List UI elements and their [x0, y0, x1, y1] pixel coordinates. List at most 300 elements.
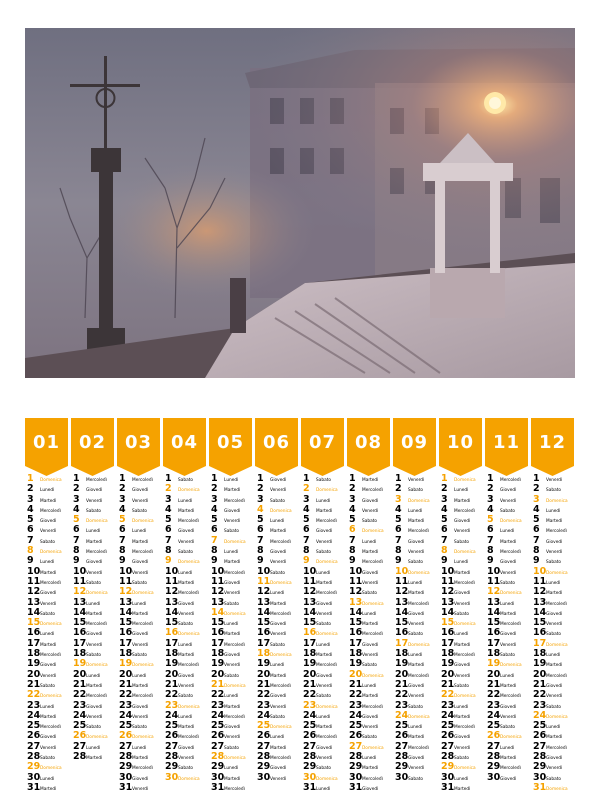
weekday-name: Martedì	[86, 539, 103, 545]
weekday-name: Mercoledì	[86, 622, 107, 628]
day-number: 25	[165, 720, 179, 732]
weekday-name: Martedì	[270, 601, 287, 607]
day-number: 15	[487, 617, 501, 629]
day-number: 8	[165, 545, 172, 557]
weekday-name: Mercoledì	[408, 601, 429, 607]
day-number: 9	[257, 555, 264, 567]
day-number: 6	[27, 524, 34, 536]
weekday-name: Mercoledì	[454, 653, 475, 659]
weekday-name: Mercoledì	[270, 539, 291, 545]
weekday-name: Lunedì	[86, 529, 101, 535]
weekday-name: Lunedì	[224, 694, 239, 700]
weekday-name: Venerdì	[86, 642, 103, 648]
day-number: 1	[349, 473, 356, 484]
weekday-name: Domenica	[224, 683, 246, 689]
day-number: 18	[257, 648, 271, 660]
month-column	[255, 418, 298, 788]
day-row	[487, 773, 529, 783]
weekday-name: Sabato	[270, 570, 286, 576]
weekday-name: Martedì	[40, 786, 57, 792]
day-number: 12	[395, 586, 409, 598]
weekday-name: Mercoledì	[270, 611, 291, 617]
day-list	[257, 474, 299, 783]
weekday-name: Venerdì	[546, 622, 563, 628]
day-number: 25	[533, 720, 547, 732]
month-column	[209, 418, 252, 793]
day-number: 11	[119, 575, 133, 587]
day-number: 20	[211, 668, 225, 680]
weekday-name: Mercoledì	[40, 580, 61, 586]
day-number: 8	[27, 545, 34, 557]
day-number: 16	[395, 627, 409, 639]
weekday-name: Giovedì	[224, 580, 241, 586]
day-number: 28	[533, 751, 547, 763]
month-number: 03	[124, 432, 153, 453]
weekday-name: Sabato	[132, 725, 148, 731]
day-number: 19	[441, 658, 455, 670]
day-number: 20	[165, 668, 179, 680]
weekday-name: Giovedì	[408, 756, 425, 762]
day-number: 15	[303, 617, 317, 629]
day-number: 30	[533, 771, 547, 783]
weekday-name: Lunedì	[270, 591, 285, 597]
weekday-name: Domenica	[362, 745, 384, 751]
day-row	[395, 690, 437, 700]
weekday-name: Domenica	[500, 519, 522, 525]
weekday-name: Martedì	[40, 498, 57, 504]
day-number: 2	[27, 483, 34, 495]
weekday-name: Sabato	[270, 714, 286, 720]
weekday-name: Martedì	[362, 766, 379, 772]
day-number: 26	[395, 730, 409, 742]
day-number: 27	[27, 740, 41, 752]
day-number: 23	[119, 699, 133, 711]
weekday-name: Giovedì	[316, 601, 333, 607]
day-number: 3	[165, 493, 172, 505]
day-number: 25	[487, 720, 501, 732]
weekday-name: Giovedì	[270, 766, 287, 772]
day-number: 4	[395, 503, 402, 515]
day-number: 8	[257, 545, 264, 557]
day-number: 17	[165, 637, 179, 649]
day-number: 1	[73, 473, 80, 484]
day-number: 22	[533, 689, 547, 701]
day-number: 6	[487, 524, 494, 536]
weekday-name: Sabato	[178, 766, 194, 772]
weekday-name: Mercoledì	[86, 694, 107, 700]
day-number: 4	[257, 503, 264, 515]
weekday-name: Lunedì	[86, 673, 101, 679]
weekday-name: Domenica	[362, 529, 384, 535]
weekday-name: Domenica	[86, 519, 108, 525]
weekday-name: Martedì	[408, 735, 425, 741]
weekday-name: Venerdì	[270, 704, 287, 710]
day-number: 20	[73, 668, 87, 680]
day-number: 18	[441, 648, 455, 660]
day-number: 28	[257, 751, 271, 763]
day-number: 16	[211, 627, 225, 639]
weekday-name: Domenica	[270, 580, 292, 586]
day-number: 7	[533, 534, 540, 546]
weekday-name: Mercoledì	[362, 776, 383, 782]
weekday-name: Lunedì	[362, 611, 377, 617]
day-number: 4	[441, 503, 448, 515]
weekday-name: Lunedì	[408, 653, 423, 659]
day-number: 16	[119, 627, 133, 639]
day-number: 3	[119, 493, 126, 505]
weekday-name: Martedì	[270, 529, 287, 535]
weekday-name: Sabato	[500, 580, 516, 586]
weekday-name: Venerdì	[454, 601, 471, 607]
day-number: 7	[349, 534, 356, 546]
weekday-name: Lunedì	[224, 478, 239, 483]
weekday-name: Mercoledì	[454, 580, 475, 586]
day-number: 14	[165, 606, 179, 618]
weekday-name: Lunedì	[40, 776, 55, 782]
day-number: 19	[119, 658, 133, 670]
weekday-name: Domenica	[40, 694, 62, 700]
weekday-name: Lunedì	[224, 766, 239, 772]
weekday-name: Sabato	[86, 725, 102, 731]
day-number: 6	[349, 524, 356, 536]
day-number: 14	[303, 606, 317, 618]
day-number: 11	[303, 575, 317, 587]
weekday-name: Martedì	[132, 756, 149, 762]
month-number: 08	[354, 432, 383, 453]
weekday-name: Mercoledì	[500, 622, 521, 628]
weekday-name: Giovedì	[132, 560, 149, 566]
day-number: 6	[165, 524, 172, 536]
day-number: 15	[73, 617, 87, 629]
day-number: 5	[27, 514, 34, 526]
month-column	[439, 418, 482, 793]
weekday-name: Domenica	[316, 560, 338, 566]
month-number: 05	[216, 432, 245, 453]
day-number: 11	[73, 575, 87, 587]
day-number: 25	[303, 720, 317, 732]
month-column	[71, 418, 114, 788]
weekday-name: Venerdì	[454, 745, 471, 751]
weekday-name: Lunedì	[40, 488, 55, 494]
weekday-name: Giovedì	[362, 570, 379, 576]
weekday-name: Sabato	[86, 508, 102, 514]
day-number: 22	[441, 689, 455, 701]
weekday-name: Domenica	[224, 756, 246, 762]
weekday-name: Venerdì	[546, 766, 563, 772]
weekday-name: Sabato	[362, 735, 378, 741]
day-number: 2	[349, 483, 356, 495]
weekday-name: Mercoledì	[132, 550, 153, 556]
month-tab	[255, 418, 298, 480]
day-number: 30	[27, 771, 41, 783]
weekday-name: Lunedì	[316, 786, 331, 792]
day-number: 4	[211, 503, 218, 515]
month-tab	[485, 418, 528, 480]
day-number: 22	[257, 689, 271, 701]
weekday-name: Giovedì	[178, 601, 195, 607]
weekday-name: Venerdì	[224, 519, 241, 525]
weekday-name: Lunedì	[224, 622, 239, 628]
day-number: 14	[257, 606, 271, 618]
day-number: 4	[27, 503, 34, 515]
day-number: 24	[211, 709, 225, 721]
weekday-name: Lunedì	[178, 714, 193, 720]
day-number: 26	[211, 730, 225, 742]
weekday-name: Lunedì	[546, 580, 561, 586]
weekday-name: Lunedì	[316, 642, 331, 648]
day-number: 10	[211, 565, 225, 577]
weekday-name: Venerdì	[224, 591, 241, 597]
day-number: 3	[395, 493, 402, 505]
weekday-name: Domenica	[178, 704, 200, 710]
weekday-name: Mercoledì	[132, 694, 153, 700]
weekday-name: Mercoledì	[500, 478, 521, 483]
weekday-name: Sabato	[316, 766, 332, 772]
weekday-name: Venerdì	[408, 622, 425, 628]
day-row	[73, 752, 115, 762]
weekday-name: Lunedì	[132, 745, 147, 751]
weekday-name: Sabato	[316, 622, 332, 628]
day-number: 12	[211, 586, 225, 598]
weekday-name: Lunedì	[316, 498, 331, 504]
day-number: 28	[211, 751, 225, 763]
weekday-name: Domenica	[132, 591, 154, 597]
day-number: 11	[349, 575, 363, 587]
day-number: 23	[73, 699, 87, 711]
weekday-name: Venerdì	[454, 673, 471, 679]
day-number: 2	[395, 483, 402, 495]
weekday-name: Martedì	[546, 735, 563, 741]
weekday-name: Martedì	[454, 498, 471, 504]
weekday-name: Venerdì	[178, 611, 195, 617]
weekday-name: Martedì	[316, 725, 333, 731]
day-number: 7	[487, 534, 494, 546]
day-number: 23	[349, 699, 363, 711]
weekday-name: Martedì	[546, 663, 563, 669]
day-number: 5	[441, 514, 448, 526]
weekday-name: Venerdì	[86, 570, 103, 576]
weekday-name: Sabato	[178, 550, 194, 556]
day-number: 17	[441, 637, 455, 649]
weekday-name: Lunedì	[546, 653, 561, 659]
day-number: 3	[211, 493, 218, 505]
day-number: 27	[211, 740, 225, 752]
day-number: 3	[27, 493, 34, 505]
weekday-name: Martedì	[500, 756, 517, 762]
day-number: 11	[395, 575, 409, 587]
month-tab	[163, 418, 206, 480]
weekday-name: Giovedì	[454, 735, 471, 741]
weekday-name: Lunedì	[270, 519, 285, 525]
day-number: 13	[533, 596, 547, 608]
day-number: 17	[257, 637, 271, 649]
day-number: 28	[349, 751, 363, 763]
weekday-name: Sabato	[40, 539, 56, 545]
day-number: 11	[533, 575, 547, 587]
day-number: 27	[349, 740, 363, 752]
day-number: 10	[27, 565, 41, 577]
day-number: 5	[119, 514, 126, 526]
day-list	[487, 474, 529, 783]
weekday-name: Domenica	[86, 591, 108, 597]
weekday-name: Sabato	[40, 683, 56, 689]
weekday-name: Venerdì	[270, 776, 287, 782]
weekday-name: Domenica	[178, 488, 200, 494]
day-number: 17	[303, 637, 317, 649]
weekday-name: Domenica	[316, 776, 338, 782]
weekday-name: Martedì	[224, 704, 241, 710]
day-number: 22	[395, 689, 409, 701]
weekday-name: Mercoledì	[270, 683, 291, 689]
weekday-name: Sabato	[362, 663, 378, 669]
day-number: 19	[349, 658, 363, 670]
weekday-name: Sabato	[86, 653, 102, 659]
day-list	[27, 474, 69, 793]
weekday-name: Giovedì	[500, 488, 517, 494]
day-number: 21	[441, 678, 455, 690]
weekday-name: Venerdì	[132, 714, 149, 720]
day-number: 13	[27, 596, 41, 608]
day-number: 25	[349, 720, 363, 732]
weekday-name: Lunedì	[132, 673, 147, 679]
weekday-name: Domenica	[454, 550, 476, 556]
weekday-name: Mercoledì	[132, 622, 153, 628]
day-row	[257, 690, 299, 700]
day-number: 16	[487, 627, 501, 639]
day-number: 13	[303, 596, 317, 608]
day-number: 26	[165, 730, 179, 742]
day-number: 19	[395, 658, 409, 670]
day-number: 15	[211, 617, 225, 629]
weekday-name: Mercoledì	[224, 570, 245, 576]
day-number: 21	[533, 678, 547, 690]
day-list	[349, 474, 391, 793]
day-number: 29	[257, 761, 271, 773]
weekday-name: Martedì	[546, 591, 563, 597]
weekday-name: Mercoledì	[408, 745, 429, 751]
day-number: 5	[533, 514, 540, 526]
weekday-name: Domenica	[132, 519, 154, 525]
day-number: 15	[257, 617, 271, 629]
day-row	[395, 773, 437, 783]
weekday-name: Martedì	[408, 519, 425, 525]
weekday-name: Giovedì	[132, 632, 149, 638]
day-number: 19	[211, 658, 225, 670]
weekday-name: Lunedì	[454, 632, 469, 638]
day-number: 21	[165, 678, 179, 690]
day-number: 3	[533, 493, 540, 505]
weekday-name: Mercoledì	[546, 745, 567, 751]
day-number: 30	[119, 771, 133, 783]
weekday-name: Martedì	[362, 550, 379, 556]
day-number: 2	[165, 483, 172, 495]
weekday-name: Domenica	[546, 642, 568, 648]
day-number: 4	[533, 503, 540, 515]
weekday-name: Mercoledì	[362, 632, 383, 638]
day-number: 1	[211, 473, 218, 484]
day-number: 4	[487, 503, 494, 515]
day-number: 24	[349, 709, 363, 721]
weekday-name: Domenica	[86, 735, 108, 741]
day-number: 28	[119, 751, 133, 763]
day-number: 1	[27, 473, 34, 484]
day-row	[533, 783, 575, 793]
day-number: 9	[165, 555, 172, 567]
day-number: 4	[119, 503, 126, 515]
day-number: 26	[441, 730, 455, 742]
month-tab	[347, 418, 390, 480]
day-number: 14	[395, 606, 409, 618]
day-row	[211, 690, 253, 700]
day-number: 13	[349, 596, 363, 608]
day-number: 19	[73, 658, 87, 670]
day-number: 27	[119, 740, 133, 752]
day-row	[27, 690, 69, 700]
day-number: 8	[533, 545, 540, 557]
day-number: 13	[165, 596, 179, 608]
day-number: 29	[211, 761, 225, 773]
weekday-name: Martedì	[86, 683, 103, 689]
day-row	[119, 783, 161, 793]
weekday-name: Sabato	[316, 478, 332, 483]
weekday-name: Sabato	[408, 560, 424, 566]
weekday-name: Martedì	[132, 539, 149, 545]
day-list	[533, 474, 575, 793]
weekday-name: Sabato	[178, 622, 194, 628]
weekday-name: Martedì	[316, 508, 333, 514]
day-number: 18	[533, 648, 547, 660]
day-row	[533, 690, 575, 700]
day-number: 6	[73, 524, 80, 536]
weekday-name: Lunedì	[454, 776, 469, 782]
day-number: 22	[165, 689, 179, 701]
weekday-name: Martedì	[40, 714, 57, 720]
day-list	[395, 474, 437, 783]
day-number: 17	[27, 637, 41, 649]
day-number: 6	[303, 524, 310, 536]
day-number: 27	[395, 740, 409, 752]
day-number: 13	[487, 596, 501, 608]
day-number: 17	[119, 637, 133, 649]
weekday-name: Sabato	[454, 756, 470, 762]
weekday-name: Martedì	[362, 478, 379, 483]
weekday-name: Sabato	[270, 498, 286, 504]
weekday-name: Mercoledì	[224, 786, 245, 792]
weekday-name: Giovedì	[454, 591, 471, 597]
day-number: 21	[119, 678, 133, 690]
day-number: 18	[487, 648, 501, 660]
weekday-name: Martedì	[178, 653, 195, 659]
weekday-name: Mercoledì	[40, 725, 61, 731]
day-number: 10	[487, 565, 501, 577]
day-number: 6	[257, 524, 264, 536]
weekday-name: Venerdì	[132, 642, 149, 648]
weekday-name: Sabato	[224, 529, 240, 535]
day-number: 12	[441, 586, 455, 598]
weekday-name: Domenica	[500, 663, 522, 669]
day-number: 9	[27, 555, 34, 567]
day-number: 8	[349, 545, 356, 557]
day-number: 26	[73, 730, 87, 742]
weekday-name: Sabato	[40, 611, 56, 617]
day-number: 26	[257, 730, 271, 742]
weekday-name: Sabato	[500, 653, 516, 659]
weekday-name: Mercoledì	[362, 704, 383, 710]
weekday-name: Mercoledì	[316, 735, 337, 741]
weekday-name: Mercoledì	[500, 766, 521, 772]
month-number: 04	[170, 432, 199, 453]
day-number: 1	[257, 473, 264, 484]
